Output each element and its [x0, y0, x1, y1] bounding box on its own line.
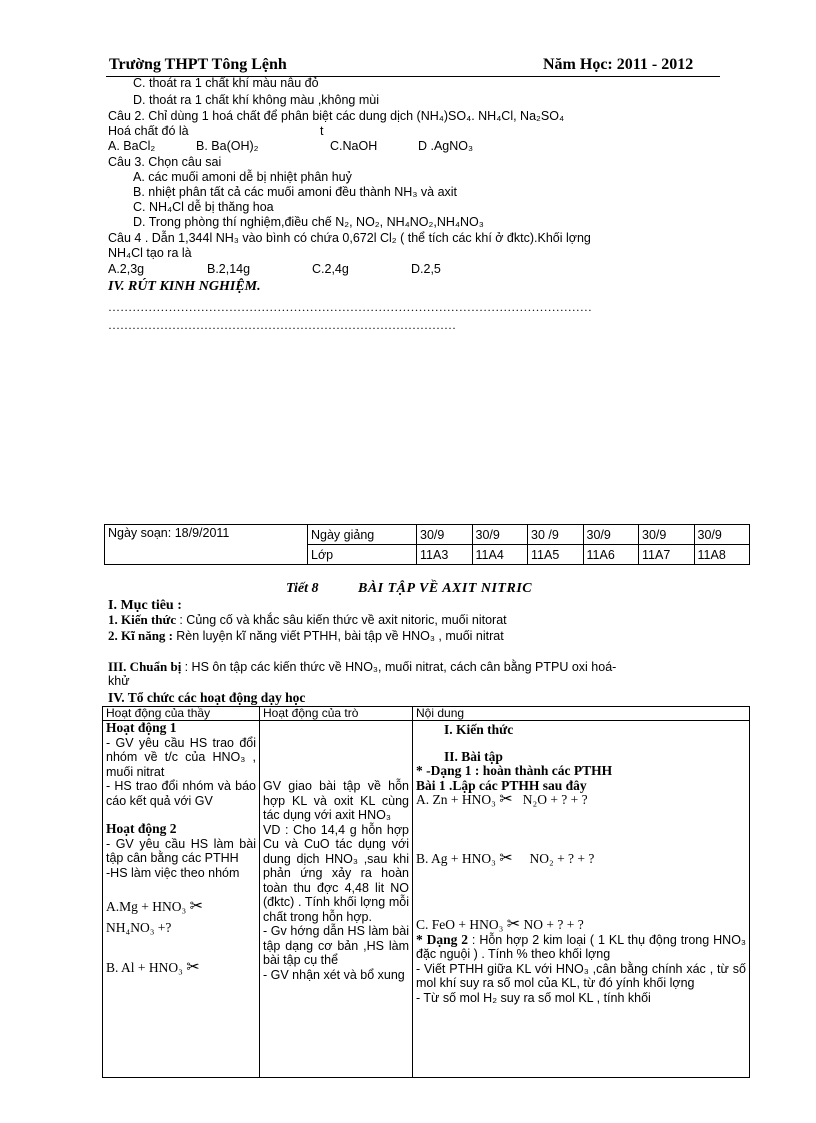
student-feedback-text: - GV nhận xét và bổ xung [263, 967, 405, 982]
scissors-icon: ✂ [506, 916, 521, 933]
teaching-date: 30/9 [694, 525, 750, 545]
knowledge-text: : Củng cố và khắc sâu kiến thức về axit nitoric, muối nitorat [179, 613, 507, 627]
schedule-table [104, 524, 750, 565]
q2-option-c: C.NaOH [330, 139, 378, 153]
school-year: Năm Học: 2011 - 2012 [543, 56, 694, 73]
activities-table [102, 706, 750, 1078]
column-header-teacher: Hoạt động của thầy [103, 707, 260, 721]
equation-zn: A. Zn + HNO₃ [416, 792, 496, 807]
activities-heading: IV. Tổ chức các hoạt động dạy học [108, 690, 306, 705]
answer-option-c: C. thoát ra 1 chất khí màu nâu đỏ [133, 76, 319, 90]
preparation-text-cont: khử [108, 674, 130, 688]
content-knowledge-heading: I. Kiến thức [444, 722, 514, 737]
equation-mg: A.Mg + HNO₃ [106, 899, 187, 914]
section-rut-kinh-nghiem: IV. RÚT KINH NGHIỆM. [108, 279, 261, 294]
activity-1-text-2: - HS trao đổi nhóm và báo cáo kết quả với GV [106, 779, 256, 808]
preparation-text: : HS ôn tập các kiến thức về HNO₃, muối nitrat, cách cân bằng PTPU oxi hoá- [184, 660, 617, 674]
activity-2-heading: Hoạt động 2 [106, 821, 177, 836]
teacher-activities-cell [103, 721, 260, 1078]
teaching-date: 30/9 [639, 525, 695, 545]
scissors-icon: ✂ [499, 791, 513, 808]
teaching-date: 30/9 [583, 525, 639, 545]
q2-option-a: A. BaCl₂ [108, 139, 156, 153]
activity-2-text-2: -HS làm việc theo nhóm [106, 865, 240, 880]
objective-skills [108, 628, 504, 644]
stray-letter: t [320, 124, 324, 138]
scissors-icon: ✂ [499, 849, 513, 867]
equation-zn-products: N₂O + ? + ? [522, 792, 588, 807]
class-name: 11A5 [528, 545, 584, 565]
lesson-number: Tiết 8 [286, 581, 319, 596]
teaching-date: 30/9 [472, 525, 528, 545]
class-name: 11A3 [417, 545, 473, 565]
exercise-type-2-step-2: - Từ số mol H₂ suy ra số mol KL , tính khối [416, 990, 651, 1005]
class-name: 11A6 [583, 545, 639, 565]
date-prepared: Ngày soạn: 18/9/2011 [105, 525, 308, 565]
q4-option-b: B.2,14g [207, 262, 251, 276]
skills-label: 2. Kĩ năng : [108, 628, 174, 643]
equation-feo-products: NO + ? + ? [523, 917, 584, 932]
equation-ag: B. Ag + HNO₃ [416, 850, 496, 866]
student-example-text: VD : Cho 14,4 g hỗn hợp Cu và CuO tác dụng với dung dịch HNO₃ ,sau khi phản ứng xảy ra hoàn toàn thu đợc 4,48 lit NO (đktc) . Tính khối lợng mỗi chất trong hỗn hợp. [263, 822, 409, 924]
q3-option-c: C. NH₄Cl dễ bị thăng hoa [133, 200, 274, 214]
q3-option-a: A. các muối amoni dễ bị nhiệt phân huỷ [133, 170, 352, 184]
question-2-text: Câu 2. Chỉ dùng 1 hoá chất để phân biệt các dung dịch (NH₄)SO₄. NH₄Cl, Na₂SO₄ [108, 109, 565, 123]
q4-option-d: D.2,5 [411, 262, 441, 276]
lesson-title: BÀI TẬP VỀ AXIT NITRIC [358, 581, 533, 596]
equation-mg-product: NH₄NO₃ +? [106, 919, 172, 935]
scissors-icon: ✂ [186, 959, 200, 976]
school-name: Trường THPT Tông Lệnh [109, 56, 287, 73]
knowledge-label: 1. Kiến thức [108, 612, 177, 627]
exercise-type-2-step-1: - Viết PTHH giữa KL với HNO₃ ,cân bằng chính xác , từ số mol khí suy ra số mol của KL, từ đó yính khối lợng [416, 961, 746, 990]
objectives-heading: I. Mục tiêu : [108, 598, 182, 613]
exercise-type-1: * -Dạng 1 : hoàn thành các PTHH [416, 763, 613, 778]
preparation [108, 659, 616, 675]
class-name: 11A4 [472, 545, 528, 565]
skills-text: Rèn luyện kĩ năng viết PTHH, bài tập về HNO₃ , muối nitrat [176, 629, 504, 643]
q4-option-c: C.2,4g [312, 262, 349, 276]
exercise-type-2-text: : Hỗn hợp 2 kim loại ( 1 KL thụ động trong HNO₃ đặc nguội ) . Tính % theo khối lợng [416, 932, 747, 961]
class-label: Lớp [308, 545, 417, 565]
class-name: 11A7 [639, 545, 695, 565]
answer-option-d: D. thoát ra 1 chất khí không màu ,không mùi [133, 93, 379, 107]
equation-al: B. Al + HNO₃ [106, 960, 183, 975]
teaching-date: 30 /9 [528, 525, 584, 545]
objective-knowledge [108, 612, 507, 628]
q2-option-d: D .AgNO₃ [418, 139, 474, 153]
dotted-line-2: …………………………………………………………………………… [108, 318, 456, 332]
teaching-date-label: Ngày giảng [308, 525, 417, 545]
equation-feo: C. FeO + HNO₃ [416, 917, 504, 932]
teaching-date: 30/9 [417, 525, 473, 545]
q3-option-d: D. Trong phòng thí nghiệm,điều chế N₂, NO₂, NH₄NO₂,NH₄NO₃ [133, 215, 484, 229]
activity-1-text: - GV yêu cầu HS trao đổi nhóm về t/c của HNO₃ , muối nitrat [106, 735, 256, 779]
q3-option-b: B. nhiệt phân tất cả các muối amoni đều thành NH₃ và axit [133, 185, 458, 199]
question-3-text: Câu 3. Chọn câu sai [108, 155, 222, 169]
question-4-text: Câu 4 . Dẫn 1,344l NH₃ vào bình có chứa 0,672l Cl₂ ( thể tích các khí ở đktc).Khối lợng [108, 231, 591, 245]
student-activities-cell [260, 721, 413, 1078]
content-exercises-heading: II. Bài tập [444, 748, 503, 764]
activity-2-text: - GV yêu cầu HS làm bài tập cân bằng các PTHH [106, 836, 256, 865]
preparation-label: III. Chuẩn bị [108, 659, 182, 674]
column-header-content: Nội dung [413, 707, 750, 721]
class-name: 11A8 [694, 545, 750, 565]
content-cell [413, 721, 750, 1078]
question-2-prompt: Hoá chất đó là [108, 124, 189, 138]
exercise-1-title: Bài 1 .Lập các PTHH sau đây [416, 777, 587, 793]
scissors-icon: ✂ [189, 898, 203, 915]
dotted-line-1: ………………………………………………………………………………………………………… [108, 300, 592, 314]
q4-option-a: A.2,3g [108, 262, 145, 276]
student-guidance-text: - Gv hớng dẫn HS làm bài tập dạng cơ bản ,HS làm bài tập cụ thể [263, 924, 409, 967]
equation-ag-products: NO₂ + ? + ? [529, 850, 595, 866]
activity-1-heading: Hoạt động 1 [106, 720, 177, 735]
column-header-student: Hoạt động của trò [260, 707, 413, 721]
student-task-text: GV giao bài tập về hỗn hợp KL và oxit KL cùng tác dụng với axit HNO₃ [263, 779, 409, 822]
q2-option-b: B. Ba(OH)₂ [196, 139, 259, 153]
exercise-type-2: * Dạng 2 [416, 931, 468, 947]
question-4-text-cont: NH₄Cl tạo ra là [108, 246, 192, 260]
